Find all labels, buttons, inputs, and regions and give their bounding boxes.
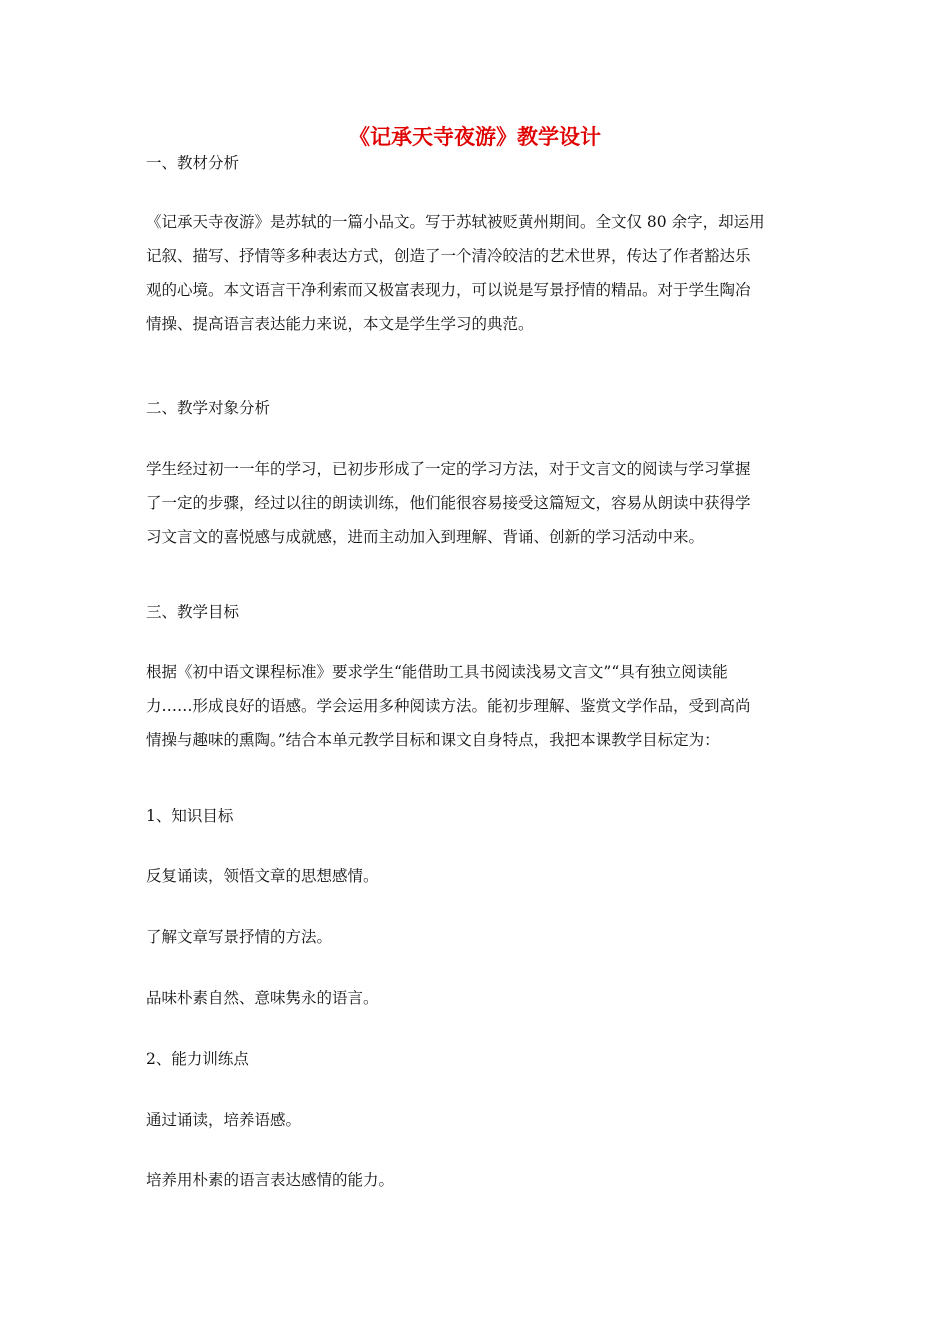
paragraph-line: 根据《初中语文课程标准》要求学生“能借助工具书阅读浅易文言文”“具有独立阅读能 [146,663,728,681]
paragraph-line: 记叙、描写、抒情等多种表达方式，创造了一个清冷皎洁的艺术世界，传达了作者豁达乐 [146,247,751,265]
knowledge-goal-item: 了解文章写景抒情的方法。 [146,928,333,946]
paragraph-material-analysis [146,211,812,347]
paragraph-line: 了一定的步骤，经过以往的朗读训练，他们能很容易接受这篇短文，容易从朗读中获得学 [146,494,751,512]
ability-training-item: 培养用朴素的语言表达感情的能力。 [146,1171,395,1189]
section-heading-teaching-goals: 三、教学目标 [146,603,240,621]
paragraph-student-analysis [146,458,812,560]
paragraph-line: 情操与趣味的熏陶。”结合本单元教学目标和课文自身特点，我把本课教学目标定为： [146,731,720,749]
paragraph-line: 力……形成良好的语感。学会运用多种阅读方法。能初步理解、鉴赏文学作品，受到高尚 [146,697,751,715]
paragraph-line: 情操、提高语言表达能力来说，本文是学生学习的典范。 [146,315,534,333]
subheading-knowledge-goals: 1、知识目标 [146,807,234,825]
paragraph-line: 观的心境。本文语言干净利索而又极富表现力，可以说是写景抒情的精品。对于学生陶冶 [146,281,751,299]
paragraph-line: 《记承天寺夜游》是苏轼的一篇小品文。写于苏轼被贬黄州期间。全文仅 80 余字，却运用 [146,213,765,231]
knowledge-goal-item: 品味朴素自然、意味隽永的语言。 [146,989,379,1007]
paragraph-line: 习文言文的喜悦感与成就感，进而主动加入到理解、背诵、创新的学习活动中来。 [146,528,705,546]
paragraph-teaching-goals [146,661,812,763]
ability-training-item: 通过诵读，培养语感。 [146,1111,302,1129]
section-heading-material-analysis: 一、教材分析 [146,154,240,172]
subheading-ability-training: 2、能力训练点 [146,1050,249,1068]
knowledge-goal-item: 反复诵读，领悟文章的思想感情。 [146,867,379,885]
section-heading-student-analysis: 二、教学对象分析 [146,399,271,417]
document-title: 《记承天寺夜游》教学设计 [349,124,601,149]
paragraph-line: 学生经过初一一年的学习，已初步形成了一定的学习方法，对于文言文的阅读与学习掌握 [146,460,751,478]
